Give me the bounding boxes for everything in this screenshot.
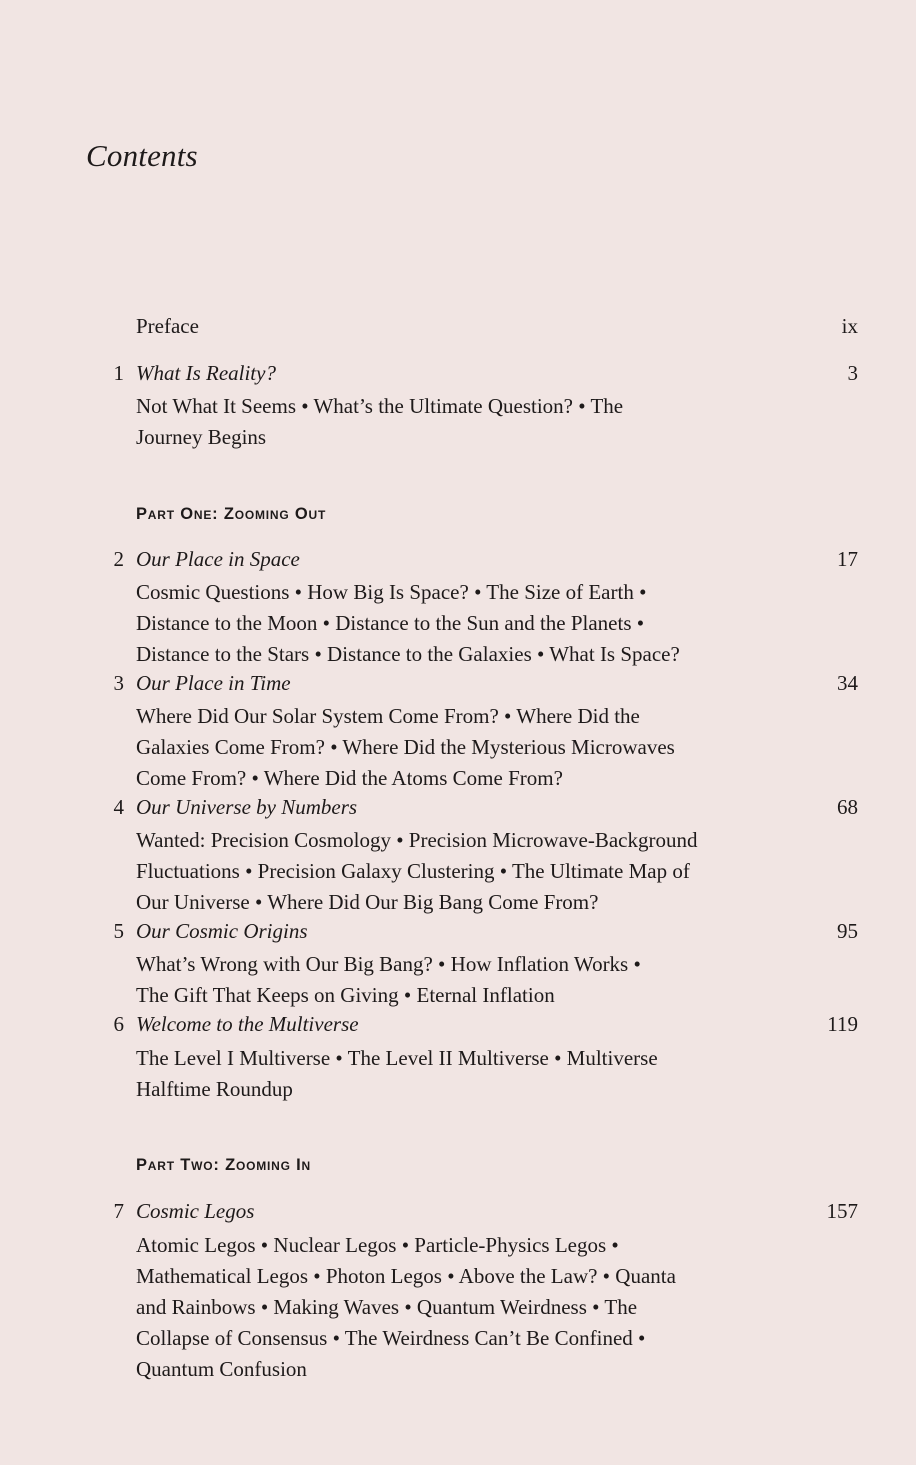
section-line: Fluctuations • Precision Galaxy Clustering • The Ultimate Map of xyxy=(136,859,690,883)
section-line: What’s Wrong with Our Big Bang? • How Inflation Works • xyxy=(136,952,641,976)
section-line: Halftime Roundup xyxy=(136,1077,293,1101)
chapter-page-number: 34 xyxy=(837,671,858,695)
chapter-title: Our Place in Time xyxy=(136,671,291,695)
chapter-page-number: 95 xyxy=(837,919,858,943)
section-line: Journey Begins xyxy=(136,425,267,449)
section-line: Mathematical Legos • Photon Legos • Above the Law? • Quanta xyxy=(136,1264,676,1288)
chapter-title: Welcome to the Multiverse xyxy=(136,1012,359,1036)
chapter-number: 7 xyxy=(113,1199,124,1223)
section-line: Quantum Confusion xyxy=(136,1357,307,1381)
section-line: Where Did Our Solar System Come From? • Where Did the xyxy=(136,704,640,728)
section-line: Come From? • Where Did the Atoms Come From? xyxy=(136,766,563,790)
chapter-page-number: 157 xyxy=(826,1199,858,1223)
chapter-page-number: 3 xyxy=(847,361,858,385)
chapter-number: 4 xyxy=(113,795,124,819)
part-two-heading: Part Two: Zooming In xyxy=(136,1156,311,1174)
chapter-title: Our Place in Space xyxy=(136,547,300,571)
chapter-5-sections xyxy=(136,949,796,1011)
section-line: Wanted: Precision Cosmology • Precision Microwave-Background xyxy=(136,828,698,852)
section-line: Collapse of Consensus • The Weirdness Can’t Be Confined • xyxy=(136,1326,646,1350)
chapter-page-number: 68 xyxy=(837,795,858,819)
section-line: and Rainbows • Making Waves • Quantum Weirdness • The xyxy=(136,1295,638,1319)
chapter-page-number: 119 xyxy=(827,1012,858,1036)
section-line: Galaxies Come From? • Where Did the Mysterious Microwaves xyxy=(136,735,675,759)
section-line: Distance to the Stars • Distance to the Galaxies • What Is Space? xyxy=(136,642,680,666)
chapter-number: 2 xyxy=(113,547,124,571)
section-line: Atomic Legos • Nuclear Legos • Particle-Physics Legos • xyxy=(136,1233,619,1257)
chapter-title: Our Cosmic Origins xyxy=(136,919,308,943)
section-line: Cosmic Questions • How Big Is Space? • The Size of Earth • xyxy=(136,580,647,604)
chapter-title: Cosmic Legos xyxy=(136,1199,255,1223)
chapter-title: What Is Reality? xyxy=(136,361,276,385)
chapter-number: 1 xyxy=(113,361,124,385)
chapter-number: 5 xyxy=(113,919,124,943)
chapter-4-sections xyxy=(136,825,796,918)
part-one-heading: Part One: Zooming Out xyxy=(136,505,327,523)
preface-page-number: ix xyxy=(841,314,858,338)
chapter-2-sections xyxy=(136,577,796,670)
page-title: Contents xyxy=(86,138,198,173)
chapter-title: Our Universe by Numbers xyxy=(136,795,358,819)
section-line: Distance to the Moon • Distance to the Sun and the Planets • xyxy=(136,611,645,635)
chapter-6-sections xyxy=(136,1043,796,1105)
chapter-number: 6 xyxy=(113,1012,124,1036)
section-line: Our Universe • Where Did Our Big Bang Come From? xyxy=(136,890,599,914)
chapter-1-sections xyxy=(136,391,796,453)
chapter-number: 3 xyxy=(113,671,124,695)
chapter-7-sections xyxy=(136,1230,796,1385)
section-line: The Gift That Keeps on Giving • Eternal Inflation xyxy=(136,983,555,1007)
section-line: The Level I Multiverse • The Level II Multiverse • Multiverse xyxy=(136,1046,658,1070)
chapter-page-number: 17 xyxy=(837,547,858,571)
section-line: Not What It Seems • What’s the Ultimate Question? • The xyxy=(136,394,624,418)
chapter-3-sections xyxy=(136,701,796,794)
preface-title: Preface xyxy=(136,314,199,338)
